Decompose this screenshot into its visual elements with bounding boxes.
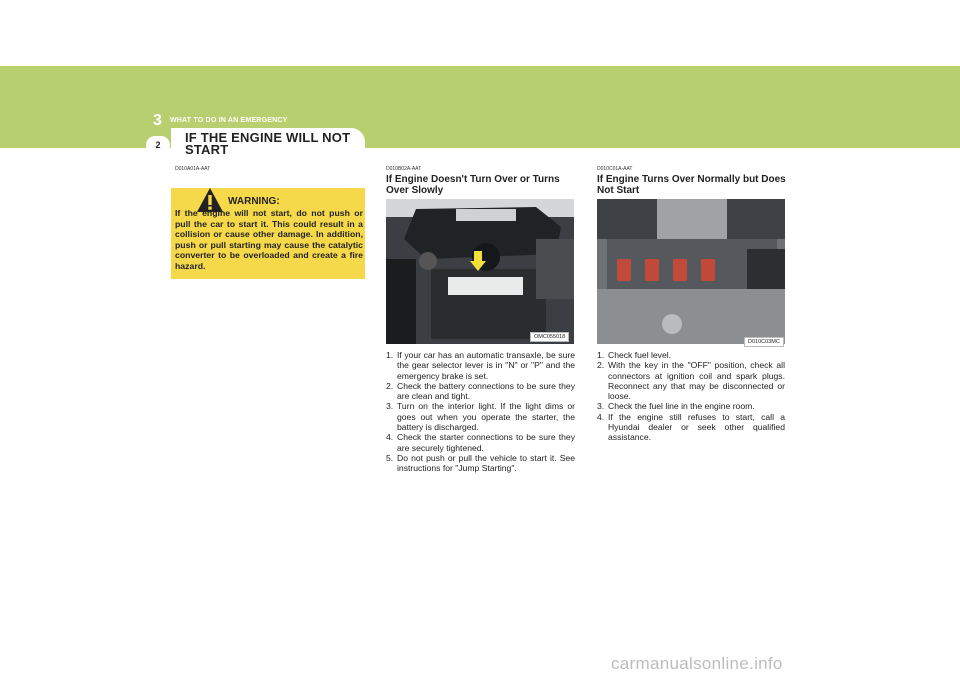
engine-photo-illustration [597, 199, 785, 344]
list-item: 2. With the key in the "OFF" position, check all connectors at ignition coil and spark plugs. Reconnect any that may be disconnected or loose. [597, 360, 785, 402]
list-item: 1. Check fuel level. [597, 350, 672, 360]
chapter-number: 3 [153, 112, 162, 129]
top-margin [0, 0, 960, 66]
list-item: 3. Check the fuel line in the engine room. [597, 401, 755, 412]
middle-steps [386, 350, 575, 474]
list-item: 4. Check the starter connections to be sure they are securely tightened. [386, 432, 575, 453]
left-code: D010A01A-AAT [175, 166, 211, 172]
list-item: 5. Do not push or pull the vehicle to start it. See instructions for "Jump Starting". [386, 452, 575, 474]
battery-photo-illustration [386, 199, 574, 344]
engine-photo [597, 199, 785, 344]
watermark: carmanualsonline.info [611, 654, 783, 673]
warning-text: If the engine will not start, do not push or pull the car to start it. This could result in a collision or cause other damage. In addition, push or pull starting may cause the catalytic converter to be overloaded and create a fire hazard. [175, 208, 363, 271]
section-title: IF THE ENGINE WILL NOT START [185, 130, 351, 157]
list-item: 1. If your car has an automatic transaxle, be sure the gear selector lever is in "N" or "P" and the emergency brake is set. [386, 350, 575, 381]
header-band [0, 66, 960, 148]
middle-code: D010B02A-AAT [386, 166, 422, 172]
battery-photo [386, 199, 574, 344]
page-number: 2 [146, 136, 170, 154]
middle-photo-label: OMC055018 [530, 332, 569, 342]
list-item: 2. Check the battery connections to be sure they are clean and tight. [386, 380, 575, 402]
list-item: 3. Turn on the interior light. If the light dims or goes out when you operate the starter, the battery is discharged. [386, 401, 575, 433]
right-heading: If Engine Turns Over Normally but Does Not Start [597, 174, 786, 196]
right-code: D010C01A-AAT [597, 166, 633, 172]
right-photo-label: D010C03MC [744, 337, 784, 347]
right-steps [597, 350, 785, 443]
chapter-title: WHAT TO DO IN AN EMERGENCY [170, 117, 288, 124]
warning-label: WARNING: [228, 196, 280, 207]
middle-heading: If Engine Doesn't Turn Over or Turns Over Slowly [386, 174, 560, 196]
list-item: 4. If the engine still refuses to start, call a Hyundai dealer or seek other qualified assistance. [597, 411, 785, 443]
